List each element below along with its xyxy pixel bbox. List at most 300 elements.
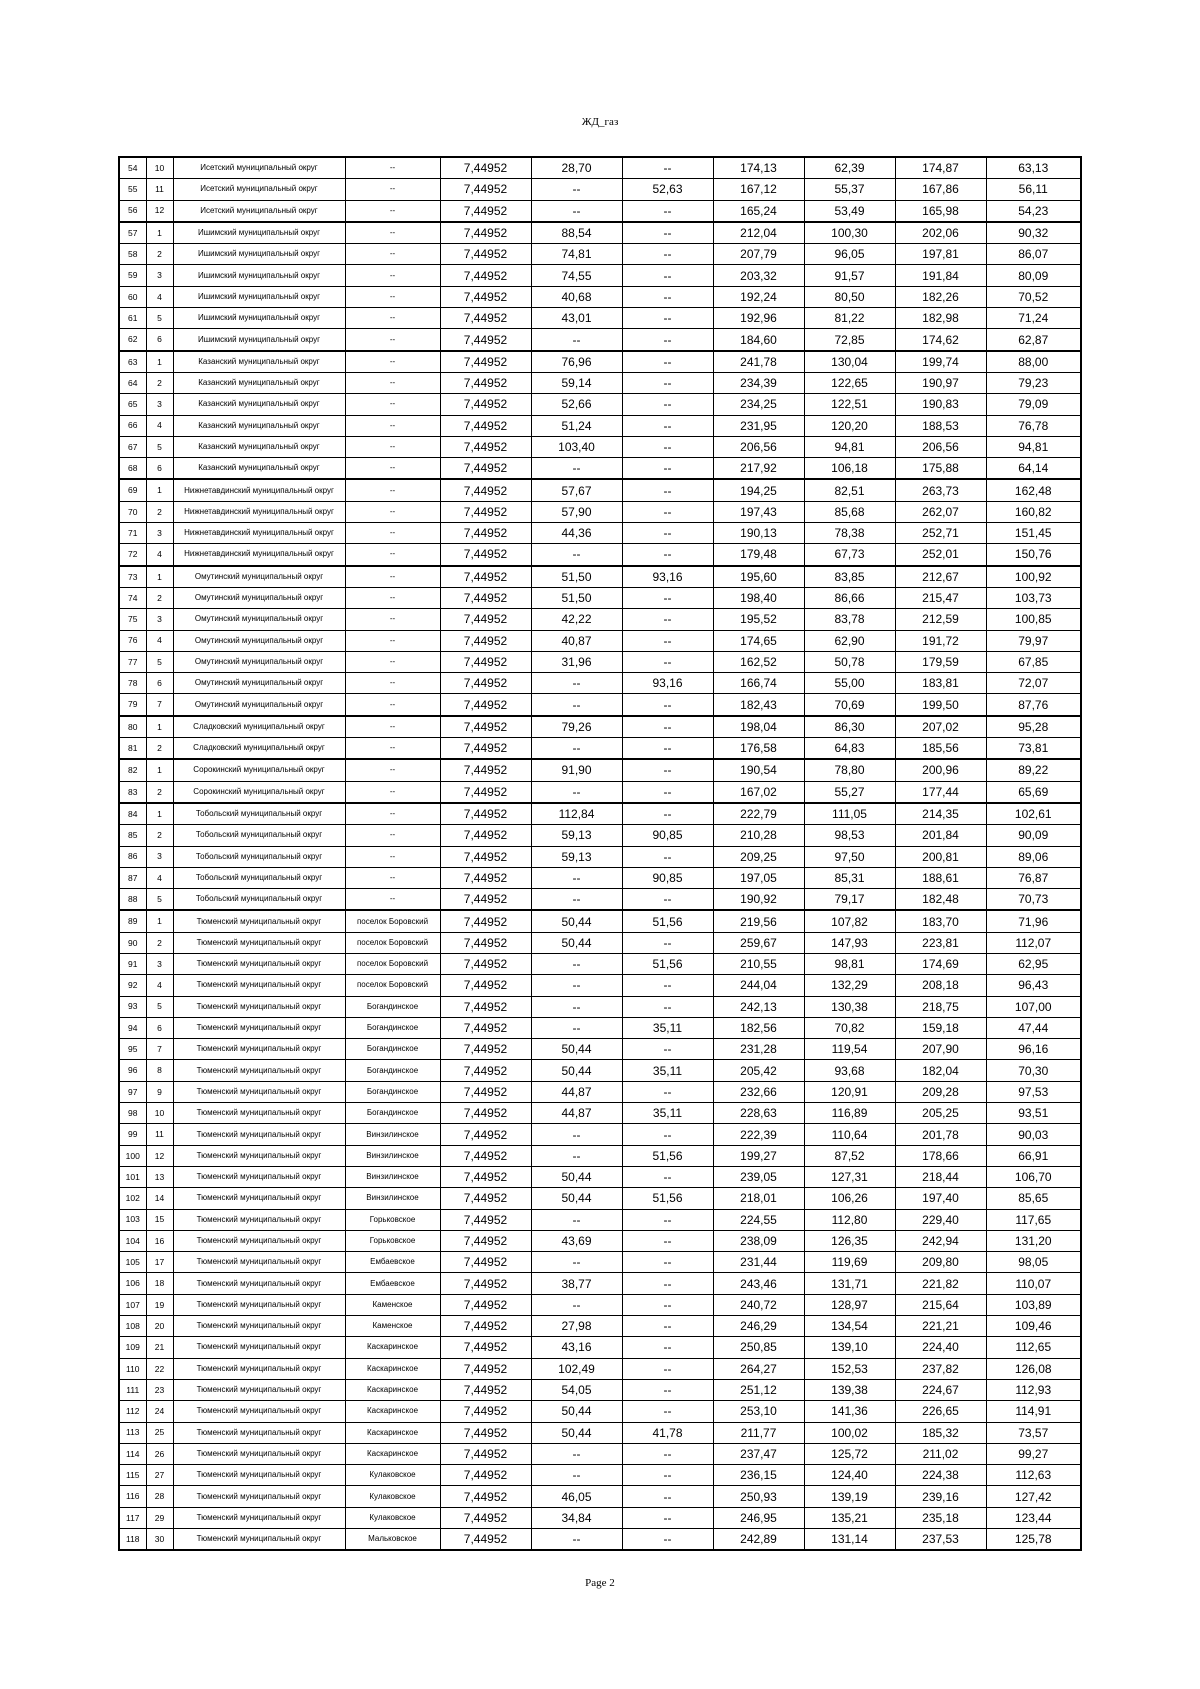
cell-value-b: -- xyxy=(622,1230,713,1251)
cell-value-f: 64,14 xyxy=(986,458,1081,480)
cell-row-number: 73 xyxy=(119,566,146,588)
table-row xyxy=(119,286,1081,307)
cell-value-a: 88,54 xyxy=(531,222,622,244)
cell-coefficient: 7,44952 xyxy=(440,1103,531,1124)
cell-value-f: 90,03 xyxy=(986,1124,1081,1145)
cell-value-a: 51,50 xyxy=(531,566,622,588)
cell-value-e: 178,66 xyxy=(895,1145,986,1166)
cell-value-b: -- xyxy=(622,1443,713,1464)
cell-value-e: 221,21 xyxy=(895,1316,986,1337)
cell-row-number: 116 xyxy=(119,1486,146,1507)
cell-settlement: -- xyxy=(345,651,440,672)
cell-settlement: -- xyxy=(345,222,440,244)
cell-coefficient: 7,44952 xyxy=(440,372,531,393)
cell-value-b: -- xyxy=(622,329,713,351)
cell-value-f: 71,24 xyxy=(986,308,1081,329)
cell-value-f: 131,20 xyxy=(986,1230,1081,1251)
cell-item-number: 13 xyxy=(146,1166,173,1187)
cell-value-d: 55,27 xyxy=(804,781,895,803)
cell-value-f: 150,76 xyxy=(986,544,1081,566)
cell-value-d: 132,29 xyxy=(804,975,895,996)
table-row xyxy=(119,1252,1081,1273)
cell-value-f: 89,22 xyxy=(986,759,1081,781)
cell-row-number: 112 xyxy=(119,1401,146,1422)
cell-value-b: 93,16 xyxy=(622,673,713,694)
cell-value-a: -- xyxy=(531,1017,622,1038)
cell-value-b: -- xyxy=(622,587,713,608)
cell-settlement: -- xyxy=(345,501,440,522)
cell-municipality: Тюменский муниципальный округ xyxy=(173,1166,345,1187)
cell-settlement: Богандинское xyxy=(345,1039,440,1060)
cell-value-b: -- xyxy=(622,759,713,781)
cell-coefficient: 7,44952 xyxy=(440,544,531,566)
cell-item-number: 3 xyxy=(146,953,173,974)
cell-value-d: 120,20 xyxy=(804,415,895,436)
cell-coefficient: 7,44952 xyxy=(440,1252,531,1273)
cell-value-a: 43,01 xyxy=(531,308,622,329)
cell-value-a: -- xyxy=(531,867,622,888)
cell-value-a: 40,68 xyxy=(531,286,622,307)
cell-item-number: 5 xyxy=(146,651,173,672)
cell-value-c: 174,65 xyxy=(713,630,804,651)
cell-value-b: 51,56 xyxy=(622,953,713,974)
cell-value-f: 79,23 xyxy=(986,372,1081,393)
cell-coefficient: 7,44952 xyxy=(440,630,531,651)
cell-value-f: 114,91 xyxy=(986,1401,1081,1422)
cell-value-d: 94,81 xyxy=(804,436,895,457)
cell-value-d: 85,68 xyxy=(804,501,895,522)
cell-value-d: 128,97 xyxy=(804,1294,895,1315)
cell-value-c: 210,28 xyxy=(713,825,804,846)
cell-municipality: Сладковский муниципальный округ xyxy=(173,716,345,738)
cell-value-a: -- xyxy=(531,544,622,566)
cell-item-number: 12 xyxy=(146,1145,173,1166)
cell-item-number: 1 xyxy=(146,759,173,781)
cell-municipality: Тюменский муниципальный округ xyxy=(173,1230,345,1251)
cell-value-d: 50,78 xyxy=(804,651,895,672)
cell-value-c: 217,92 xyxy=(713,458,804,480)
cell-settlement: -- xyxy=(345,179,440,200)
cell-municipality: Исетский муниципальный округ xyxy=(173,200,345,222)
cell-value-b: -- xyxy=(622,716,713,738)
cell-value-c: 264,27 xyxy=(713,1358,804,1379)
cell-value-b: -- xyxy=(622,630,713,651)
cell-row-number: 75 xyxy=(119,609,146,630)
cell-municipality: Нижнетавдинский муниципальный округ xyxy=(173,523,345,544)
table-row xyxy=(119,975,1081,996)
cell-row-number: 70 xyxy=(119,501,146,522)
cell-coefficient: 7,44952 xyxy=(440,351,531,373)
cell-value-f: 62,87 xyxy=(986,329,1081,351)
cell-settlement: Горьковское xyxy=(345,1230,440,1251)
cell-row-number: 96 xyxy=(119,1060,146,1081)
cell-coefficient: 7,44952 xyxy=(440,1422,531,1443)
cell-settlement: Каскаринское xyxy=(345,1401,440,1422)
cell-value-b: -- xyxy=(622,1316,713,1337)
table-row xyxy=(119,1507,1081,1528)
cell-value-a: 50,44 xyxy=(531,910,622,932)
cell-item-number: 10 xyxy=(146,157,173,179)
cell-row-number: 56 xyxy=(119,200,146,222)
cell-value-e: 183,81 xyxy=(895,673,986,694)
cell-value-c: 190,54 xyxy=(713,759,804,781)
cell-item-number: 1 xyxy=(146,566,173,588)
cell-row-number: 81 xyxy=(119,738,146,760)
cell-coefficient: 7,44952 xyxy=(440,759,531,781)
cell-value-f: 95,28 xyxy=(986,716,1081,738)
cell-value-f: 56,11 xyxy=(986,179,1081,200)
cell-item-number: 7 xyxy=(146,694,173,716)
cell-value-b: -- xyxy=(622,1294,713,1315)
cell-value-e: 237,82 xyxy=(895,1358,986,1379)
cell-settlement: -- xyxy=(345,825,440,846)
cell-municipality: Омутинский муниципальный округ xyxy=(173,651,345,672)
cell-row-number: 88 xyxy=(119,889,146,911)
cell-municipality: Тюменский муниципальный округ xyxy=(173,1358,345,1379)
cell-value-a: 40,87 xyxy=(531,630,622,651)
table-row xyxy=(119,308,1081,329)
cell-coefficient: 7,44952 xyxy=(440,1465,531,1486)
cell-item-number: 6 xyxy=(146,458,173,480)
cell-value-a: 51,50 xyxy=(531,587,622,608)
cell-value-c: 241,78 xyxy=(713,351,804,373)
table-row xyxy=(119,1337,1081,1358)
cell-value-b: -- xyxy=(622,458,713,480)
cell-value-d: 80,50 xyxy=(804,286,895,307)
cell-value-f: 125,78 xyxy=(986,1529,1081,1551)
table-row xyxy=(119,759,1081,781)
cell-item-number: 5 xyxy=(146,996,173,1017)
table-row xyxy=(119,157,1081,179)
cell-municipality: Тюменский муниципальный округ xyxy=(173,1486,345,1507)
cell-value-b: -- xyxy=(622,157,713,179)
table-row xyxy=(119,996,1081,1017)
cell-value-f: 62,95 xyxy=(986,953,1081,974)
cell-municipality: Тюменский муниципальный округ xyxy=(173,1017,345,1038)
cell-item-number: 29 xyxy=(146,1507,173,1528)
page-header: ЖД_газ xyxy=(581,116,619,128)
cell-coefficient: 7,44952 xyxy=(440,415,531,436)
cell-value-e: 214,35 xyxy=(895,803,986,825)
cell-value-a: 28,70 xyxy=(531,157,622,179)
cell-value-e: 201,84 xyxy=(895,825,986,846)
cell-value-c: 205,42 xyxy=(713,1060,804,1081)
cell-coefficient: 7,44952 xyxy=(440,781,531,803)
cell-value-e: 179,59 xyxy=(895,651,986,672)
table-row xyxy=(119,1081,1081,1102)
cell-value-a: 103,40 xyxy=(531,436,622,457)
cell-value-d: 83,78 xyxy=(804,609,895,630)
cell-settlement: Кулаковское xyxy=(345,1486,440,1507)
cell-value-b: 52,63 xyxy=(622,179,713,200)
cell-settlement: -- xyxy=(345,846,440,867)
cell-row-number: 100 xyxy=(119,1145,146,1166)
cell-value-c: 174,13 xyxy=(713,157,804,179)
cell-value-c: 199,27 xyxy=(713,1145,804,1166)
cell-item-number: 2 xyxy=(146,501,173,522)
cell-item-number: 5 xyxy=(146,436,173,457)
cell-coefficient: 7,44952 xyxy=(440,1294,531,1315)
cell-value-c: 203,32 xyxy=(713,265,804,286)
cell-value-c: 179,48 xyxy=(713,544,804,566)
cell-value-c: 228,63 xyxy=(713,1103,804,1124)
cell-value-c: 210,55 xyxy=(713,953,804,974)
cell-municipality: Тюменский муниципальный округ xyxy=(173,975,345,996)
cell-value-b: 51,56 xyxy=(622,1145,713,1166)
cell-value-e: 185,56 xyxy=(895,738,986,760)
table-row xyxy=(119,910,1081,932)
cell-item-number: 14 xyxy=(146,1188,173,1209)
cell-municipality: Исетский муниципальный округ xyxy=(173,157,345,179)
cell-value-e: 182,26 xyxy=(895,286,986,307)
cell-value-d: 100,30 xyxy=(804,222,895,244)
cell-settlement: -- xyxy=(345,630,440,651)
cell-value-a: 76,96 xyxy=(531,351,622,373)
cell-municipality: Тюменский муниципальный округ xyxy=(173,1124,345,1145)
cell-value-e: 199,74 xyxy=(895,351,986,373)
cell-item-number: 2 xyxy=(146,244,173,265)
cell-value-f: 100,85 xyxy=(986,609,1081,630)
cell-value-e: 224,67 xyxy=(895,1379,986,1400)
cell-coefficient: 7,44952 xyxy=(440,716,531,738)
cell-value-c: 222,79 xyxy=(713,803,804,825)
cell-coefficient: 7,44952 xyxy=(440,889,531,911)
cell-municipality: Тюменский муниципальный округ xyxy=(173,1081,345,1102)
cell-item-number: 10 xyxy=(146,1103,173,1124)
cell-item-number: 6 xyxy=(146,329,173,351)
table-row xyxy=(119,501,1081,522)
cell-value-d: 78,38 xyxy=(804,523,895,544)
table-row xyxy=(119,1422,1081,1443)
cell-settlement: Каскаринское xyxy=(345,1337,440,1358)
cell-value-a: 50,44 xyxy=(531,1422,622,1443)
cell-value-e: 185,32 xyxy=(895,1422,986,1443)
table-row xyxy=(119,1060,1081,1081)
cell-value-d: 130,04 xyxy=(804,351,895,373)
cell-value-c: 234,39 xyxy=(713,372,804,393)
cell-municipality: Сорокинский муниципальный округ xyxy=(173,781,345,803)
cell-municipality: Казанский муниципальный округ xyxy=(173,394,345,415)
cell-settlement: Богандинское xyxy=(345,996,440,1017)
cell-coefficient: 7,44952 xyxy=(440,738,531,760)
cell-item-number: 3 xyxy=(146,265,173,286)
cell-row-number: 71 xyxy=(119,523,146,544)
cell-settlement: -- xyxy=(345,351,440,373)
cell-value-b: -- xyxy=(622,436,713,457)
cell-municipality: Тюменский муниципальный округ xyxy=(173,1273,345,1294)
cell-coefficient: 7,44952 xyxy=(440,1039,531,1060)
cell-value-d: 152,53 xyxy=(804,1358,895,1379)
cell-settlement: Каскаринское xyxy=(345,1379,440,1400)
cell-municipality: Тюменский муниципальный округ xyxy=(173,996,345,1017)
cell-value-c: 259,67 xyxy=(713,932,804,953)
cell-value-c: 219,56 xyxy=(713,910,804,932)
cell-value-f: 71,96 xyxy=(986,910,1081,932)
cell-settlement: -- xyxy=(345,415,440,436)
cell-municipality: Тюменский муниципальный округ xyxy=(173,1060,345,1081)
cell-coefficient: 7,44952 xyxy=(440,157,531,179)
cell-item-number: 18 xyxy=(146,1273,173,1294)
cell-value-e: 224,38 xyxy=(895,1465,986,1486)
table-row xyxy=(119,1124,1081,1145)
cell-value-e: 208,18 xyxy=(895,975,986,996)
cell-value-a: -- xyxy=(531,1529,622,1551)
cell-value-a: -- xyxy=(531,1252,622,1273)
cell-value-f: 103,73 xyxy=(986,587,1081,608)
cell-row-number: 102 xyxy=(119,1188,146,1209)
cell-value-a: 43,69 xyxy=(531,1230,622,1251)
cell-settlement: -- xyxy=(345,566,440,588)
cell-value-b: -- xyxy=(622,244,713,265)
cell-value-f: 87,76 xyxy=(986,694,1081,716)
cell-value-b: -- xyxy=(622,1507,713,1528)
cell-value-b: 51,56 xyxy=(622,910,713,932)
cell-item-number: 9 xyxy=(146,1081,173,1102)
cell-value-c: 234,25 xyxy=(713,394,804,415)
cell-value-c: 212,04 xyxy=(713,222,804,244)
cell-row-number: 82 xyxy=(119,759,146,781)
cell-coefficient: 7,44952 xyxy=(440,825,531,846)
cell-item-number: 4 xyxy=(146,286,173,307)
cell-municipality: Казанский муниципальный округ xyxy=(173,415,345,436)
cell-value-f: 79,97 xyxy=(986,630,1081,651)
cell-value-d: 122,65 xyxy=(804,372,895,393)
table-row xyxy=(119,1443,1081,1464)
cell-value-f: 106,70 xyxy=(986,1166,1081,1187)
table-row xyxy=(119,867,1081,888)
cell-item-number: 26 xyxy=(146,1443,173,1464)
cell-municipality: Тюменский муниципальный округ xyxy=(173,953,345,974)
cell-value-f: 80,09 xyxy=(986,265,1081,286)
cell-row-number: 105 xyxy=(119,1252,146,1273)
cell-value-c: 244,04 xyxy=(713,975,804,996)
cell-row-number: 101 xyxy=(119,1166,146,1187)
cell-settlement: Ембаевское xyxy=(345,1273,440,1294)
cell-row-number: 86 xyxy=(119,846,146,867)
cell-settlement: -- xyxy=(345,308,440,329)
cell-value-c: 195,60 xyxy=(713,566,804,588)
cell-municipality: Тюменский муниципальный округ xyxy=(173,1252,345,1273)
cell-value-f: 67,85 xyxy=(986,651,1081,672)
cell-value-b: -- xyxy=(622,351,713,373)
cell-municipality: Тобольский муниципальный округ xyxy=(173,803,345,825)
cell-settlement: Кулаковское xyxy=(345,1507,440,1528)
table-row xyxy=(119,372,1081,393)
table-row xyxy=(119,1358,1081,1379)
cell-item-number: 4 xyxy=(146,867,173,888)
cell-value-b: -- xyxy=(622,1081,713,1102)
cell-value-d: 139,38 xyxy=(804,1379,895,1400)
page-footer: Page 2 xyxy=(585,1577,615,1589)
cell-value-c: 231,95 xyxy=(713,415,804,436)
cell-value-b: -- xyxy=(622,1358,713,1379)
cell-value-e: 239,16 xyxy=(895,1486,986,1507)
cell-item-number: 1 xyxy=(146,479,173,501)
cell-coefficient: 7,44952 xyxy=(440,1337,531,1358)
cell-value-e: 197,81 xyxy=(895,244,986,265)
cell-value-e: 159,18 xyxy=(895,1017,986,1038)
cell-value-e: 200,81 xyxy=(895,846,986,867)
cell-settlement: -- xyxy=(345,544,440,566)
cell-value-a: 38,77 xyxy=(531,1273,622,1294)
cell-item-number: 20 xyxy=(146,1316,173,1337)
cell-value-f: 98,05 xyxy=(986,1252,1081,1273)
cell-value-b: -- xyxy=(622,286,713,307)
cell-municipality: Сорокинский муниципальный округ xyxy=(173,759,345,781)
cell-item-number: 4 xyxy=(146,544,173,566)
cell-value-e: 242,94 xyxy=(895,1230,986,1251)
cell-item-number: 3 xyxy=(146,846,173,867)
cell-value-d: 131,14 xyxy=(804,1529,895,1551)
table-row xyxy=(119,566,1081,588)
table-row xyxy=(119,609,1081,630)
cell-row-number: 117 xyxy=(119,1507,146,1528)
cell-value-d: 131,71 xyxy=(804,1273,895,1294)
table-row xyxy=(119,738,1081,760)
cell-settlement: Богандинское xyxy=(345,1103,440,1124)
cell-coefficient: 7,44952 xyxy=(440,1358,531,1379)
table-row xyxy=(119,479,1081,501)
cell-value-e: 263,73 xyxy=(895,479,986,501)
cell-value-a: 50,44 xyxy=(531,1401,622,1422)
cell-row-number: 61 xyxy=(119,308,146,329)
cell-value-d: 119,54 xyxy=(804,1039,895,1060)
cell-value-e: 177,44 xyxy=(895,781,986,803)
cell-coefficient: 7,44952 xyxy=(440,523,531,544)
cell-coefficient: 7,44952 xyxy=(440,803,531,825)
cell-value-f: 99,27 xyxy=(986,1443,1081,1464)
cell-settlement: Горьковское xyxy=(345,1209,440,1230)
table-row xyxy=(119,1529,1081,1551)
cell-row-number: 113 xyxy=(119,1422,146,1443)
cell-value-f: 65,69 xyxy=(986,781,1081,803)
cell-value-a: -- xyxy=(531,329,622,351)
cell-value-f: 112,63 xyxy=(986,1465,1081,1486)
cell-value-c: 182,43 xyxy=(713,694,804,716)
table-row xyxy=(119,1294,1081,1315)
table-row xyxy=(119,222,1081,244)
cell-row-number: 98 xyxy=(119,1103,146,1124)
cell-value-f: 112,65 xyxy=(986,1337,1081,1358)
cell-item-number: 24 xyxy=(146,1401,173,1422)
cell-settlement: Богандинское xyxy=(345,1060,440,1081)
cell-value-b: -- xyxy=(622,1401,713,1422)
cell-settlement: -- xyxy=(345,889,440,911)
cell-coefficient: 7,44952 xyxy=(440,394,531,415)
cell-value-e: 165,98 xyxy=(895,200,986,222)
cell-settlement: Каскаринское xyxy=(345,1422,440,1443)
cell-value-e: 190,83 xyxy=(895,394,986,415)
cell-item-number: 11 xyxy=(146,179,173,200)
cell-value-c: 192,96 xyxy=(713,308,804,329)
cell-settlement: Винзилинское xyxy=(345,1166,440,1187)
cell-row-number: 91 xyxy=(119,953,146,974)
cell-value-d: 111,05 xyxy=(804,803,895,825)
cell-value-d: 106,18 xyxy=(804,458,895,480)
cell-value-a: 59,13 xyxy=(531,825,622,846)
cell-row-number: 68 xyxy=(119,458,146,480)
cell-settlement: -- xyxy=(345,781,440,803)
cell-municipality: Тюменский муниципальный округ xyxy=(173,1465,345,1486)
cell-value-e: 199,50 xyxy=(895,694,986,716)
cell-value-f: 112,93 xyxy=(986,1379,1081,1400)
cell-value-d: 55,37 xyxy=(804,179,895,200)
cell-value-e: 182,98 xyxy=(895,308,986,329)
cell-value-c: 167,02 xyxy=(713,781,804,803)
cell-coefficient: 7,44952 xyxy=(440,1188,531,1209)
cell-row-number: 84 xyxy=(119,803,146,825)
cell-settlement: -- xyxy=(345,867,440,888)
